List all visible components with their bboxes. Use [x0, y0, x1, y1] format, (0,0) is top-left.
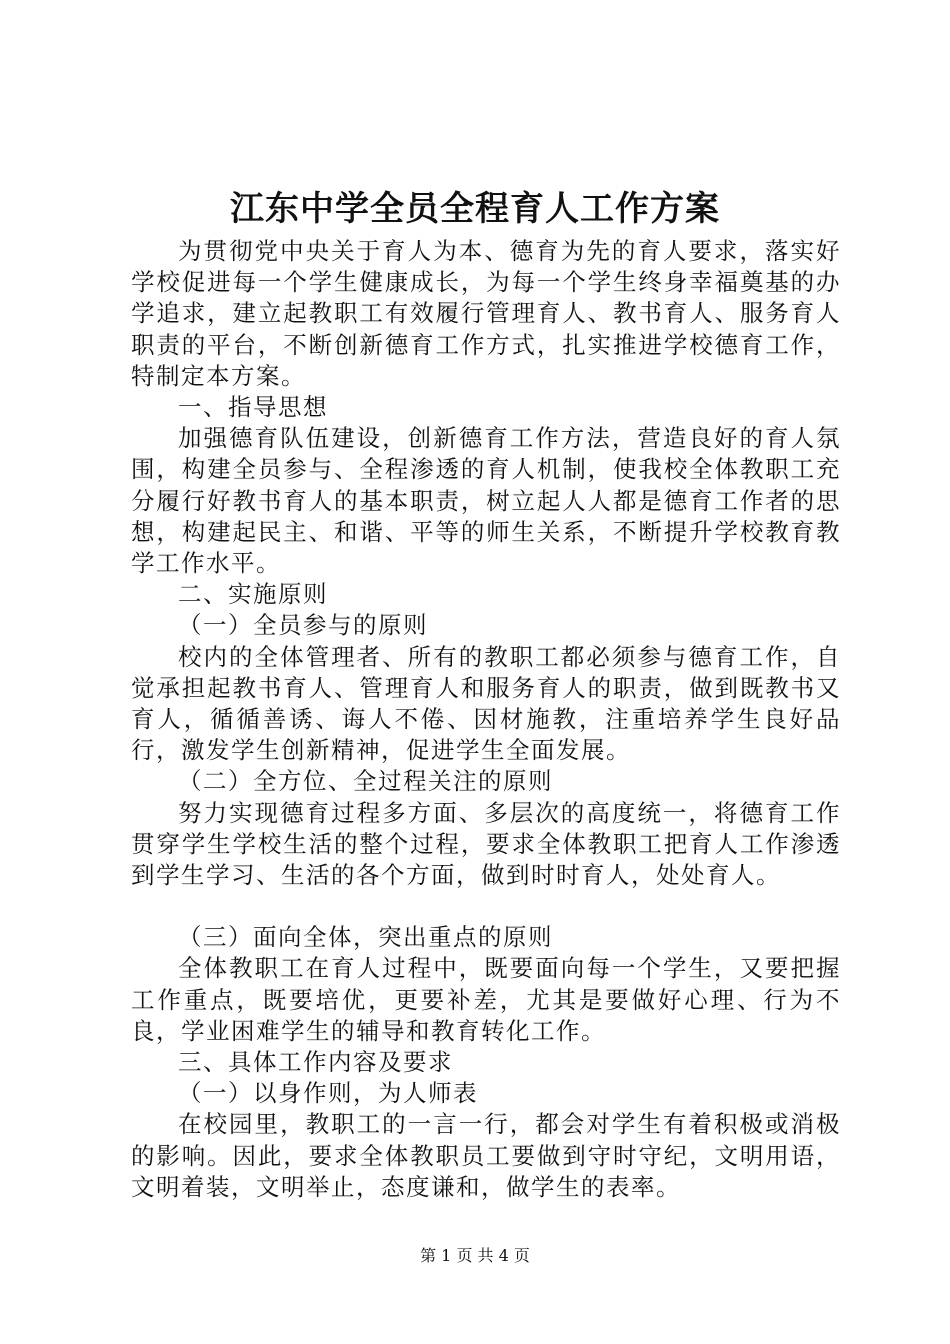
section-heading-principles: 二、实施原则 — [178, 580, 328, 609]
page-number-footer: 第 1 页 共 4 页 — [420, 1246, 530, 1265]
subheading-full-participation: （一）全员参与的原则 — [178, 611, 428, 640]
document-body — [131, 236, 841, 1203]
full-participation-paragraph: 校内的全体管理者、所有的教职工都必须参与德育工作，自觉承担起教书育人、管理育人和服务育人的职责，做到既教书又育人，循循善诱、诲人不倦、因材施教，注重培养学生良好品行，激发学生创新精神，促进学生全面发展。 — [131, 642, 841, 765]
lead-by-example-paragraph: 在校园里，教职工的一言一行，都会对学生有着积极或消极的影响。因此，要求全体教职员工要做到守时守纪，文明用语，文明着装，文明举止，态度谦和，做学生的表率。 — [131, 1110, 841, 1201]
subheading-face-everyone: （三）面向全体，突出重点的原则 — [178, 923, 553, 952]
paragraph-gap — [131, 891, 841, 922]
subheading-all-round-process: （二）全方位、全过程关注的原则 — [178, 767, 553, 796]
intro-paragraph: 为贯彻党中央关于育人为本、德育为先的育人要求，落实好学校促进每一个学生健康成长，为每一个学生终身幸福奠基的办学追求，建立起教职工有效履行管理育人、教书育人、服务育人职责的平台，不断创新德育工作方式，扎实推进学校德育工作，特制定本方案。 — [131, 237, 841, 390]
section-heading-guiding-thought: 一、指导思想 — [178, 393, 328, 422]
face-everyone-paragraph: 全体教职工在育人过程中，既要面向每一个学生，又要把握工作重点，既要培优，更要补差，尤其是要做好心理、行为不良，学业困难学生的辅导和教育转化工作。 — [131, 954, 841, 1045]
subheading-lead-by-example: （一）以身作则，为人师表 — [178, 1079, 478, 1108]
section-heading-work-content: 三、具体工作内容及要求 — [178, 1048, 453, 1077]
guiding-thought-paragraph: 加强德育队伍建设，创新德育工作方法，营造良好的育人氛围，构建全员参与、全程渗透的育人机制，使我校全体教职工充分履行好教书育人的基本职责，树立起人人都是德育工作者的思想，构建起民主、和谐、平等的师生关系，不断提升学校教育教学工作水平。 — [131, 424, 841, 578]
document-title: 江东中学全员全程育人工作方案 — [230, 189, 720, 229]
all-round-process-paragraph: 努力实现德育过程多方面、多层次的高度统一，将德育工作贯穿学生学校生活的整个过程，要求全体教职工把育人工作渗透到学生学习、生活的各个方面，做到时时育人，处处育人。 — [131, 798, 841, 890]
